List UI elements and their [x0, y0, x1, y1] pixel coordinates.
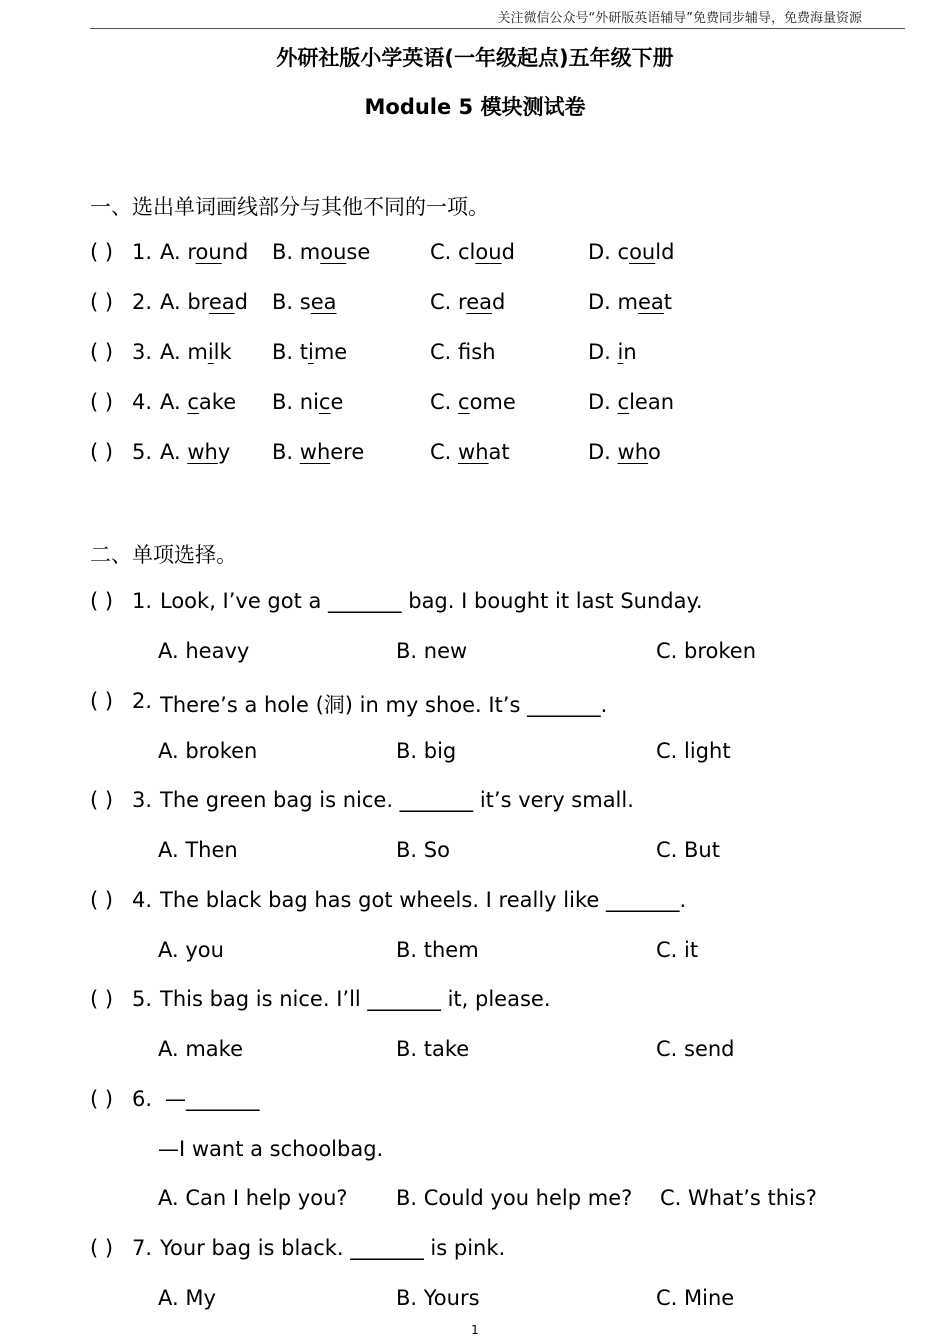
word-segment: C. — [430, 440, 459, 464]
word-segment: d — [491, 290, 506, 314]
word-d — [588, 440, 661, 464]
word-a — [160, 240, 248, 264]
option-b: B. big — [396, 739, 457, 763]
word-a — [160, 340, 232, 364]
word-b — [272, 340, 347, 364]
word-segment: D. m — [588, 290, 638, 314]
question-row-3 — [90, 788, 890, 818]
word-c — [430, 340, 496, 364]
word-segment: ake — [198, 390, 237, 414]
word-b — [272, 390, 343, 414]
underlined-segment: wh — [187, 440, 218, 464]
options-row-2 — [158, 739, 878, 769]
options-row-7 — [158, 1286, 878, 1316]
question-row-7 — [90, 1236, 890, 1266]
option-c: C. light — [656, 739, 731, 763]
options-row-4 — [158, 938, 878, 968]
word-segment: t — [663, 290, 673, 314]
phonics-row-2 — [90, 290, 890, 320]
option-a: A. My — [158, 1286, 216, 1310]
option-a: A. Then — [158, 838, 238, 862]
dialogue-reply-row-6 — [158, 1137, 878, 1167]
question-number: 1. — [132, 240, 153, 264]
question-number: 5. — [132, 440, 153, 464]
word-c — [430, 440, 510, 464]
word-segment: nd — [221, 240, 249, 264]
word-segment: A. r — [160, 240, 196, 264]
word-segment: B. t — [272, 340, 308, 364]
word-segment: ere — [330, 440, 365, 464]
word-segment: A. — [160, 390, 188, 414]
word-segment: D. — [588, 440, 618, 464]
word-segment: A. br — [160, 290, 209, 314]
word-d — [588, 290, 672, 314]
underlined-segment: i — [617, 340, 624, 364]
question-text: Look, I’ve got a _______ bag. I bought it last Sunday. — [160, 589, 703, 613]
question-number: 5. — [132, 987, 153, 1011]
word-d — [588, 340, 637, 364]
underlined-segment: wh — [299, 440, 331, 464]
underlined-segment: c — [318, 390, 331, 414]
word-segment: se — [346, 240, 371, 264]
word-d — [588, 240, 674, 264]
underlined-segment: c — [617, 390, 630, 414]
option-c: C. it — [656, 938, 699, 962]
question-number: 4. — [132, 390, 153, 414]
answer-paren[interactable]: ( ) — [90, 689, 114, 713]
word-segment: C. cl — [430, 240, 476, 264]
option-b: B. them — [396, 938, 479, 962]
answer-paren[interactable]: ( ) — [90, 788, 114, 812]
header-note: 关注微信公众号“外研版英语辅导”免费同步辅导，免费海量资源 — [497, 11, 862, 26]
word-segment: ome — [469, 390, 516, 414]
option-a: A. Can I help you? — [158, 1186, 348, 1210]
question-text: The black bag has got wheels. I really like _______. — [160, 888, 687, 912]
word-segment: C. f — [430, 340, 472, 364]
underlined-segment: c — [187, 390, 199, 414]
word-segment: C. — [430, 390, 459, 414]
question-text: There’s a hole (洞) in my shoe. It’s _______. — [160, 693, 608, 717]
question-number: 1. — [132, 589, 153, 613]
word-segment: n — [623, 340, 637, 364]
section2-heading: 二、单项选择。 — [90, 543, 237, 567]
word-segment: o — [648, 440, 661, 464]
option-c: C. broken — [656, 639, 757, 663]
options-row-3 — [158, 838, 878, 868]
question-row-4 — [90, 888, 890, 918]
option-b: B. new — [396, 639, 468, 663]
underlined-segment: ou — [629, 240, 656, 264]
question-number: 7. — [132, 1236, 153, 1260]
question-row-6 — [90, 1087, 890, 1117]
underlined-segment: ea — [466, 290, 492, 314]
answer-paren[interactable]: ( ) — [90, 1087, 114, 1111]
option-a: A. heavy — [158, 639, 250, 663]
question-number: 2. — [132, 290, 153, 314]
option-b: B. take — [396, 1037, 470, 1061]
underlined-segment: ea — [310, 290, 337, 314]
word-c — [430, 240, 515, 264]
option-c: C. Mine — [656, 1286, 735, 1310]
title-line-2: Module 5 模块测试卷 — [364, 95, 586, 119]
phonics-row-3 — [90, 340, 890, 370]
page-number: 1 — [471, 1323, 479, 1337]
underlined-segment: ea — [208, 290, 235, 314]
question-text: The green bag is nice. _______ it’s very small. — [160, 788, 634, 812]
option-c: C. send — [656, 1037, 735, 1061]
option-c: C. But — [656, 838, 720, 862]
word-segment: me — [313, 340, 348, 364]
underlined-segment: ea — [637, 290, 664, 314]
phonics-row-1 — [90, 240, 890, 270]
question-row-5 — [90, 987, 890, 1017]
option-c: C. What’s this? — [660, 1186, 817, 1210]
question-row-1 — [90, 589, 890, 619]
answer-paren[interactable]: ( ) — [90, 1236, 114, 1260]
word-a — [160, 440, 230, 464]
word-segment: C. r — [430, 290, 467, 314]
answer-paren[interactable]: ( ) — [90, 390, 114, 414]
word-b — [272, 290, 337, 314]
phonics-row-5 — [90, 440, 890, 470]
options-row-1 — [158, 639, 878, 669]
word-d — [588, 390, 674, 414]
phonics-row-4 — [90, 390, 890, 420]
word-segment: B. s — [272, 290, 311, 314]
underlined-segment: c — [458, 390, 470, 414]
option-b: B. Could you help me? — [396, 1186, 633, 1210]
word-segment: sh — [471, 340, 496, 364]
dialogue-reply: —I want a schoolbag. — [158, 1137, 384, 1161]
word-b — [272, 440, 364, 464]
option-a: A. make — [158, 1037, 244, 1061]
word-b — [272, 240, 370, 264]
question-row-2 — [90, 689, 890, 719]
word-segment: d — [501, 240, 515, 264]
option-b: B. Yours — [396, 1286, 480, 1310]
word-segment: D. c — [588, 240, 630, 264]
underlined-segment: i — [308, 340, 314, 364]
question-number: 3. — [132, 340, 153, 364]
underlined-segment: wh — [617, 440, 649, 464]
word-segment: A. — [160, 440, 188, 464]
options-row-5 — [158, 1037, 878, 1067]
section1-heading: 一、选出单词画线部分与其他不同的一项。 — [90, 195, 489, 219]
answer-paren[interactable]: ( ) — [90, 888, 114, 912]
underlined-segment: ou — [320, 240, 347, 264]
header-rule — [90, 28, 905, 29]
underlined-segment: ou — [195, 240, 222, 264]
options-row-6 — [158, 1186, 878, 1216]
answer-paren[interactable]: ( ) — [90, 589, 114, 613]
word-c — [430, 290, 505, 314]
word-a — [160, 390, 236, 414]
option-a: A. broken — [158, 739, 258, 763]
question-number: 6. — [132, 1087, 153, 1111]
underlined-segment: wh — [458, 440, 489, 464]
question-number: 3. — [132, 788, 153, 812]
word-segment: e — [330, 390, 344, 414]
question-number: 4. — [132, 888, 153, 912]
question-text: —_______ — [165, 1087, 260, 1111]
word-segment: B. m — [272, 240, 321, 264]
word-segment: D. — [588, 340, 618, 364]
title-line-1: 外研社版小学英语(一年级起点)五年级下册 — [276, 46, 674, 70]
answer-paren[interactable]: ( ) — [90, 290, 114, 314]
word-segment: D. — [588, 390, 618, 414]
word-segment: B. — [272, 440, 300, 464]
word-segment: lean — [629, 390, 675, 414]
word-segment: at — [488, 440, 510, 464]
word-segment: lk — [213, 340, 232, 364]
word-segment: A. m — [160, 340, 208, 364]
word-segment: d — [234, 290, 248, 314]
question-text: This bag is nice. I’ll _______ it, please. — [160, 987, 551, 1011]
answer-paren[interactable]: ( ) — [90, 340, 114, 364]
option-a: A. you — [158, 938, 224, 962]
word-segment: B. ni — [272, 390, 319, 414]
answer-paren[interactable]: ( ) — [90, 987, 114, 1011]
word-segment: y — [217, 440, 231, 464]
question-text: Your bag is black. _______ is pink. — [160, 1236, 506, 1260]
answer-paren[interactable]: ( ) — [90, 440, 114, 464]
option-b: B. So — [396, 838, 450, 862]
answer-paren[interactable]: ( ) — [90, 240, 114, 264]
word-segment: ld — [655, 240, 675, 264]
question-number: 2. — [132, 689, 153, 713]
word-a — [160, 290, 248, 314]
underlined-segment: i — [207, 340, 214, 364]
underlined-segment: ou — [475, 240, 502, 264]
word-c — [430, 390, 516, 414]
